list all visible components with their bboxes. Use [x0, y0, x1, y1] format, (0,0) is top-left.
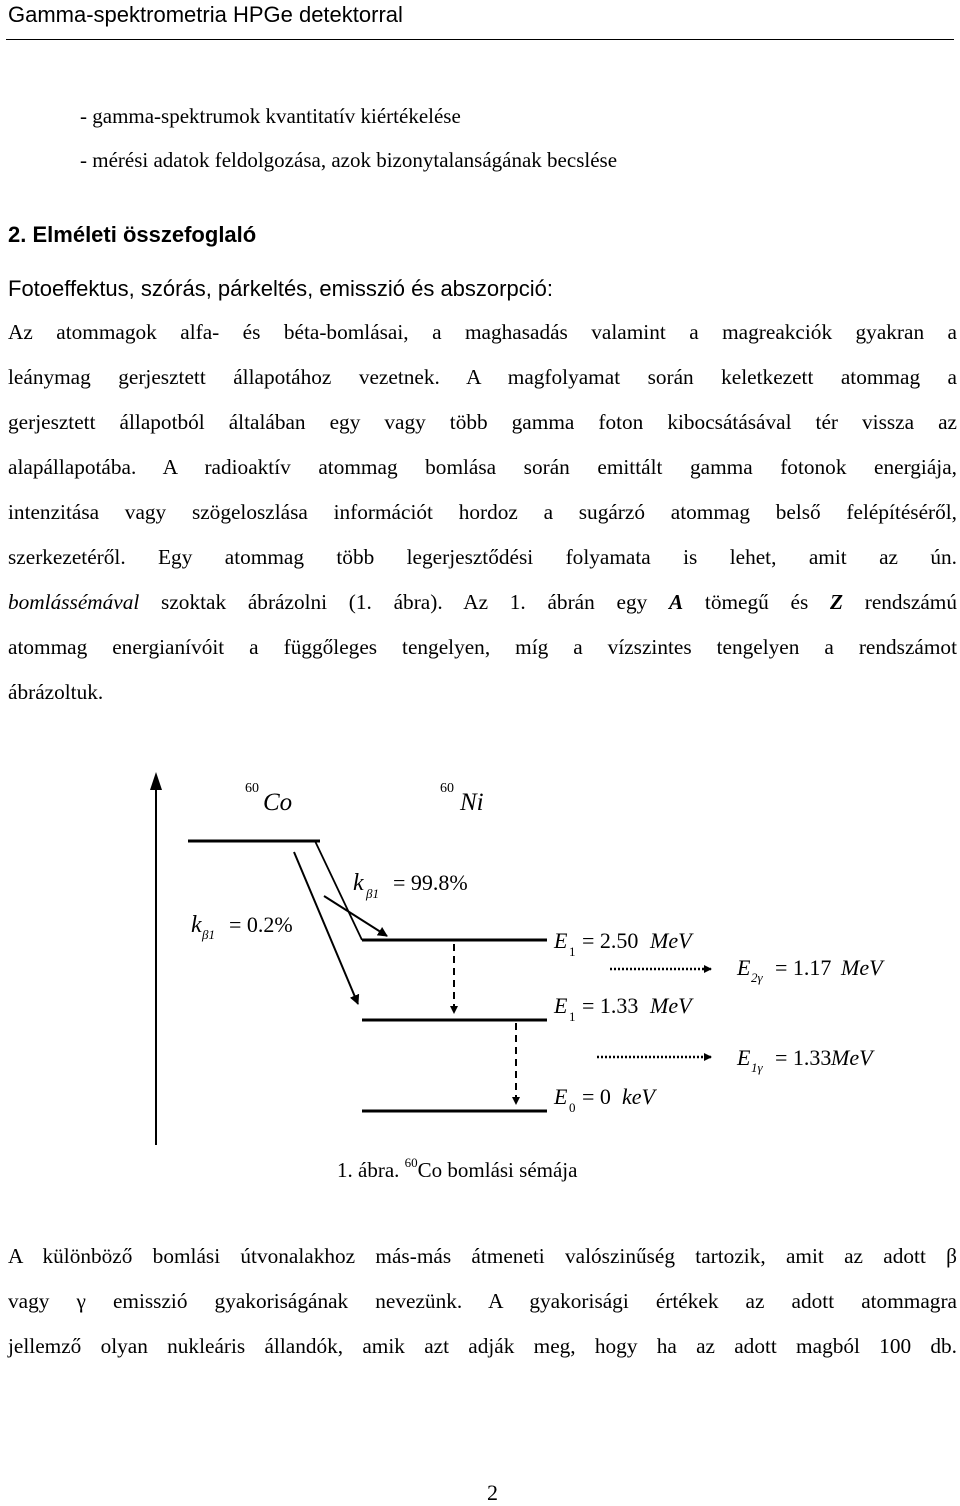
e-subscript: 1 — [569, 1009, 576, 1024]
e-subscript: 0 — [569, 1100, 576, 1115]
paragraph-line: intenzitása vagy szögeloszlása információt hordoz a sugárzó atommag belső felépítéséről, — [8, 500, 957, 524]
bullet-item: - gamma-spektrumok kvantitatív kiértékelése — [80, 104, 461, 128]
gamma-value: = 1.17 — [775, 955, 832, 980]
e-symbol: E — [554, 928, 568, 953]
text-run: tömegű és — [683, 590, 830, 614]
label-k-beta-left — [191, 912, 293, 942]
e-unit: keV — [622, 1084, 655, 1109]
text-run: rendszámú — [843, 590, 957, 614]
e-symbol: E — [554, 1084, 568, 1109]
label-e-level-top — [553, 928, 694, 959]
text-run: szoktak ábrázolni (1. ábra). Az 1. ábrán egy — [139, 590, 669, 614]
gamma-unit: MeV — [841, 955, 883, 980]
e-value: = 0 — [582, 1084, 611, 1109]
k-value: = 99.8% — [393, 870, 468, 895]
paragraph-line: atommag energianívóit a függőleges tengelyen, míg a vízszintes tengelyen a rendszámot — [8, 635, 957, 659]
paragraph-line: szerkezetéről. Egy atommag több legerjesztődési folyamata is lehet, amit az ún. — [8, 545, 957, 569]
running-header-title: Gamma-spektrometria HPGe detektorral — [8, 2, 403, 27]
paragraph-line: alapállapotába. A radioaktív atommag bomlása során emittált gamma fotonok energiája, — [8, 455, 957, 479]
paragraph-line: ábrázoltuk. — [8, 680, 104, 704]
bullet-item: - mérési adatok feldolgozása, azok bizonytalanságának becslése — [80, 148, 618, 172]
e-unit: MeV — [650, 993, 692, 1018]
pointer-arrow-99-8 — [324, 896, 387, 936]
gamma-subscript: 1γ — [751, 1060, 763, 1075]
page-number: 2 — [487, 1480, 498, 1505]
k-subscript: β1 — [366, 886, 379, 901]
section-number: 2. — [8, 222, 27, 247]
caption-mass-number: 60 — [404, 1155, 418, 1170]
paragraph-line: jellemző olyan nukleáris állandók, amik azt adják meg, hogy ha az adott magból 100 db. — [8, 1334, 957, 1358]
paragraph-line: A különböző bomlási útvonalakhoz más-más átmeneti valószinűség tartozik, amit az adott β — [8, 1244, 957, 1268]
e-unit: MeV — [650, 928, 692, 953]
co-symbol: Co — [263, 789, 293, 816]
paragraph-line: leánymag gerjesztett állapotához vezetnek. A magfolyamat során keletkezett atommag a — [8, 365, 957, 389]
k-value: = 0.2% — [229, 912, 293, 937]
k-symbol: k — [191, 912, 202, 938]
section-title: Elméleti összefoglaló — [32, 222, 257, 247]
symbol-Z: Z — [830, 590, 844, 614]
body-paragraph-2 — [8, 1234, 957, 1369]
label-e-level-ground — [553, 1084, 658, 1115]
ni-mass-number: 60 — [440, 781, 454, 796]
e-subscript: 1 — [569, 944, 576, 959]
label-e-level-mid — [553, 993, 694, 1024]
co-mass-number: 60 — [245, 781, 259, 796]
axis-arrowhead-icon — [150, 772, 162, 790]
k-subscript: β1 — [202, 927, 215, 942]
gamma-symbol: E — [737, 955, 751, 980]
symbol-A: A — [668, 590, 684, 614]
paragraph-line: gerjesztett állapotból általában egy vagy több gamma foton kibocsátásával tér vissza az — [8, 410, 957, 434]
paragraph-line: vagy γ emisszió gyakoriságának nevezünk. A gyakorisági értékek az adott atommagra — [8, 1289, 957, 1313]
label-gamma-1 — [736, 1045, 875, 1075]
gamma-symbol: E — [737, 1045, 751, 1070]
energy-axis — [150, 772, 162, 1145]
e-value: = 1.33 — [582, 993, 639, 1018]
label-gamma-2 — [736, 955, 885, 985]
label-k-beta-right — [353, 870, 468, 901]
ni-symbol: Ni — [460, 789, 484, 816]
caption-text: Co bomlási sémája — [417, 1158, 578, 1182]
figure-caption — [337, 1157, 577, 1183]
beta-branch-arrow-99-8 — [294, 852, 358, 1004]
e-value: = 2.50 — [582, 928, 639, 953]
subsection-heading: Fotoeffektus, szórás, párkeltés, emisszió és abszorpció: — [8, 276, 553, 301]
paragraph-line: Az atommagok alfa- és béta-bomlásai, a maghasadás valamint a magreakciók gyakran a — [8, 320, 957, 344]
gamma-subscript: 2γ — [751, 970, 763, 985]
caption-prefix: 1. ábra. — [337, 1158, 400, 1182]
e-symbol: E — [554, 993, 568, 1018]
gamma-unit: MeV — [831, 1045, 873, 1070]
k-symbol: k — [353, 870, 364, 896]
term-bomlassema: bomlássémával — [8, 590, 140, 614]
gamma-value: = 1.33 — [775, 1045, 832, 1070]
